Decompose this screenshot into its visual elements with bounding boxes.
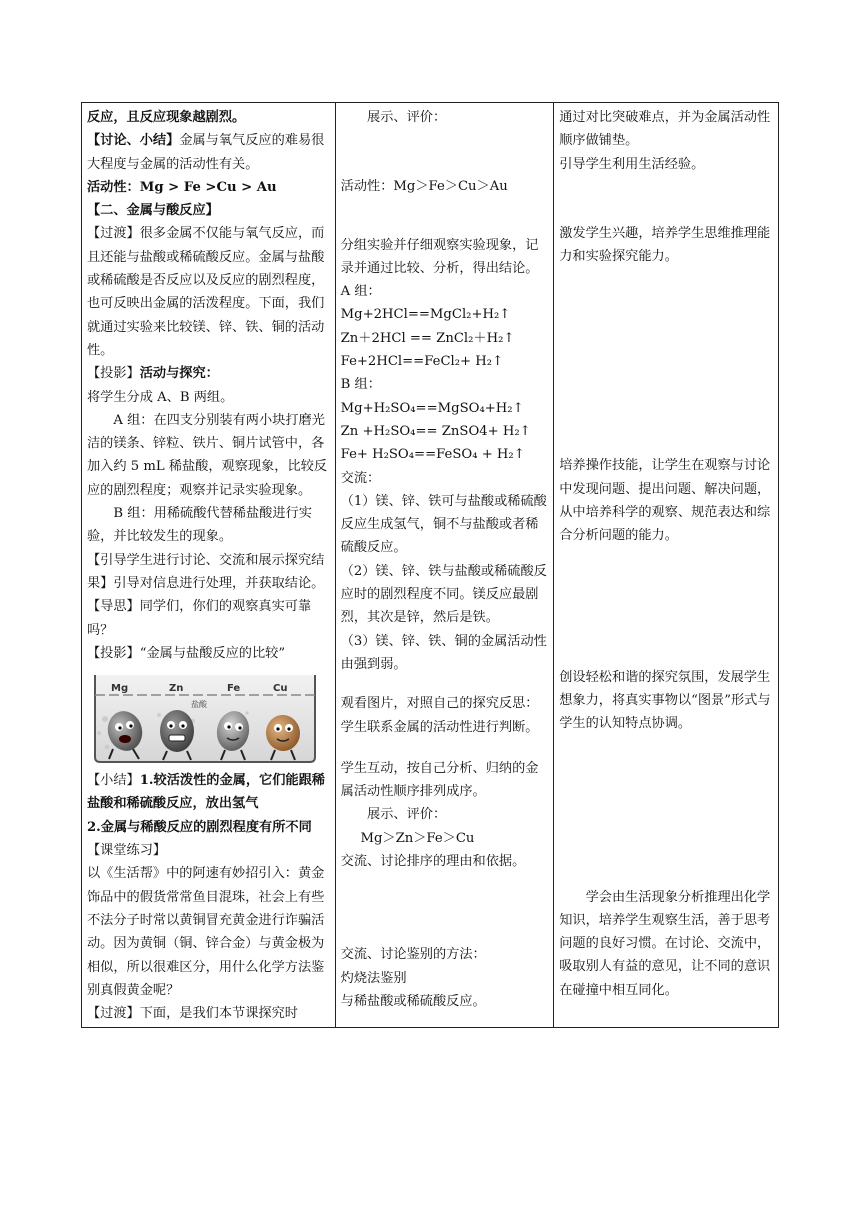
metal-acid-illustration bbox=[87, 669, 330, 765]
summary-line bbox=[87, 769, 330, 816]
text-line: 学生联系金属的活动性进行判断。 bbox=[340, 719, 539, 735]
text: 很多金属不仅能与氧气反应，而且还能与盐酸或稀硫酸反应。金属与盐酸或稀硫酸是否反应以及反应的剧烈程度，也可反映出金属的活泼程度。下面，我们就通过实验来比较镁、锌、铁、铜的活动性。 bbox=[87, 226, 325, 358]
cu-label: Cu bbox=[273, 683, 288, 695]
text: 下面，是我们本节课探究时 bbox=[139, 1006, 298, 1022]
tag-label: 【过渡】 bbox=[87, 1006, 140, 1022]
order-line: Mg＞Zn＞Fe＞Cu bbox=[360, 830, 475, 846]
text-line: 灼烧法鉴别 bbox=[340, 970, 407, 986]
lesson-plan-table bbox=[81, 102, 779, 1028]
section-heading: 【课堂练习】 bbox=[87, 843, 167, 859]
text-line: 培养操作技能，让学生在观察与讨论中发现问题、提出问题、解决问题，从中培养科学的观察、规范表达和综合分析问题的能力。 bbox=[559, 458, 771, 544]
equation: Mg+H₂SO₄==MgSO₄+H₂↑ bbox=[340, 400, 524, 416]
text-line: 观看图片，对照自己的探究反思： bbox=[340, 696, 539, 712]
metals-in-acid-illustration bbox=[87, 669, 323, 765]
discussion-summary bbox=[87, 129, 330, 176]
equation: Fe+2HCl==FeCl₂+ H₂↑ bbox=[340, 354, 504, 370]
equation: Zn +H₂SO₄== ZnSO4+ H₂↑ bbox=[340, 423, 531, 439]
teacher-activity-cell bbox=[82, 103, 336, 1028]
text-line: A 组： bbox=[340, 284, 381, 300]
table-row bbox=[82, 103, 779, 1028]
guide-paragraph bbox=[87, 549, 330, 596]
zn-label: Zn bbox=[169, 683, 184, 695]
tag-label: 【投影】 bbox=[87, 366, 140, 382]
text-line: 引导学生利用生活经验。 bbox=[559, 156, 705, 172]
text-line: B 组： bbox=[340, 377, 381, 393]
group-b-paragraph: B 组：用稀硫酸代替稀盐酸进行实验，并比较发生的现象。 bbox=[87, 506, 312, 545]
text-line: （3）镁、锌、铁、铜的金属活动性由强到弱。 bbox=[340, 633, 547, 672]
tag-label: 【投影】 bbox=[87, 645, 140, 661]
text-line: 反应，且反应现象越剧烈。 bbox=[87, 110, 246, 125]
text-line: 交流、讨论排序的理由和依据。 bbox=[340, 854, 526, 870]
text: 1.较活泼性的金属，它们能跟稀盐酸和稀硫酸反应，放出氢气 bbox=[87, 773, 325, 812]
mg-label: Mg bbox=[111, 683, 129, 695]
text-line: 学会由生活现象分析推理出化学知识，培养学生观察生活，善于思考问题的良好习惯。在讨论、交流中，吸取别人有益的意见，让不同的意识在碰撞中相互同化。 bbox=[559, 889, 771, 998]
projection-line bbox=[87, 642, 330, 665]
tag-label: 【讨论、小结】 bbox=[87, 133, 180, 149]
summary-line-2: 2.金属与稀酸反应的剧烈程度有所不同 bbox=[87, 819, 312, 835]
acid-label: 盐酸 bbox=[191, 700, 207, 710]
equation: Fe+ H₂SO₄==FeSO₄ + H₂↑ bbox=[340, 447, 525, 463]
transition-paragraph bbox=[87, 222, 330, 362]
equation: Mg+2HCl==MgCl₂+H₂↑ bbox=[340, 307, 511, 323]
practice-paragraph: 以《生活帮》中的阿速有妙招引入：黄金饰品中的假货常常鱼目混珠，社会上有些不法分子时常以黄铜冒充黄金进行诈骗活动。因为黄铜（铜、锌合金）与黄金极为相似，所以很难区分，用什么化学方法鉴别真假黄金呢？ bbox=[87, 866, 325, 998]
text-line: 与稀盐酸或稀硫酸反应。 bbox=[340, 993, 486, 1009]
tag-label: 【小结】 bbox=[87, 773, 140, 789]
text-line: 创设轻松和谐的探究氛围，发展学生想象力，将真实事物以“图景”形式与学生的认知特点协调。 bbox=[559, 669, 771, 732]
tag-label: 【导思】 bbox=[87, 599, 140, 615]
equation: Zn＋2HCl == ZnCl₂＋H₂↑ bbox=[340, 330, 515, 346]
guide-thinking bbox=[87, 595, 330, 642]
text-line: 分组实验并仔细观察实验现象，记录并通过比较、分析，得出结论。 bbox=[340, 237, 539, 276]
group-a-paragraph: A 组：在四支分别装有两小块打磨光洁的镁条、锌粒、铁片、铜片试管中，各加入约 5 mL 稀盐酸，观察现象，比较反应的剧烈程度；观察并记录实验现象。 bbox=[87, 412, 328, 498]
text-line: 展示、评价： bbox=[367, 807, 447, 823]
tag-label: 【过渡】 bbox=[87, 226, 140, 242]
student-activity-cell bbox=[335, 103, 554, 1028]
projection-line bbox=[87, 362, 330, 385]
text-line: 激发学生兴趣，培养学生思维推理能力和实验探究能力。 bbox=[559, 225, 771, 265]
text-line: （1）镁、锌、铁可与盐酸或稀硫酸反应生成氢气，铜不与盐酸或者稀硫酸反应。 bbox=[340, 493, 547, 556]
fe-label: Fe bbox=[227, 683, 241, 695]
text-line: 交流： bbox=[340, 470, 381, 486]
text-line: （2）镁、锌、铁与盐酸或稀硫酸反应时的剧烈程度不同。镁反应最剧烈，其次是锌，然后是铁。 bbox=[340, 563, 547, 626]
tag-label: 【引导学生进行讨论、交流和展示探究结果】 bbox=[87, 552, 325, 591]
design-intent-cell bbox=[554, 103, 779, 1028]
text-line: 展示、评价： bbox=[367, 110, 447, 125]
text-line: 活动性：Mg＞Fe＞Cu＞Au bbox=[340, 179, 508, 195]
text-line: 学生互动，按自己分析、归纳的金属活动性顺序排列成序。 bbox=[340, 760, 539, 800]
transition-line bbox=[87, 1002, 330, 1025]
text-line: 交流、讨论鉴别的方法： bbox=[340, 947, 486, 963]
text: “金属与盐酸反应的比较” bbox=[139, 645, 286, 661]
activity-order: 活动性：Mg > Fe >Cu > Au bbox=[87, 179, 277, 195]
section-heading: 【二、金属与酸反应】 bbox=[87, 203, 219, 219]
text: 活动与探究： bbox=[139, 366, 219, 382]
text-line: 通过对比突破难点，并为金属活动性顺序做铺垫。 bbox=[559, 110, 771, 149]
text: 引导对信息进行处理，并获取结论。 bbox=[113, 575, 325, 591]
text: 同学们，你们的观察真实可靠吗？ bbox=[87, 599, 312, 638]
text-line: 将学生分成 A、B 两组。 bbox=[87, 389, 234, 405]
text: 金属与氧气反应的难易很大程度与金属的活动性有关。 bbox=[87, 133, 325, 172]
